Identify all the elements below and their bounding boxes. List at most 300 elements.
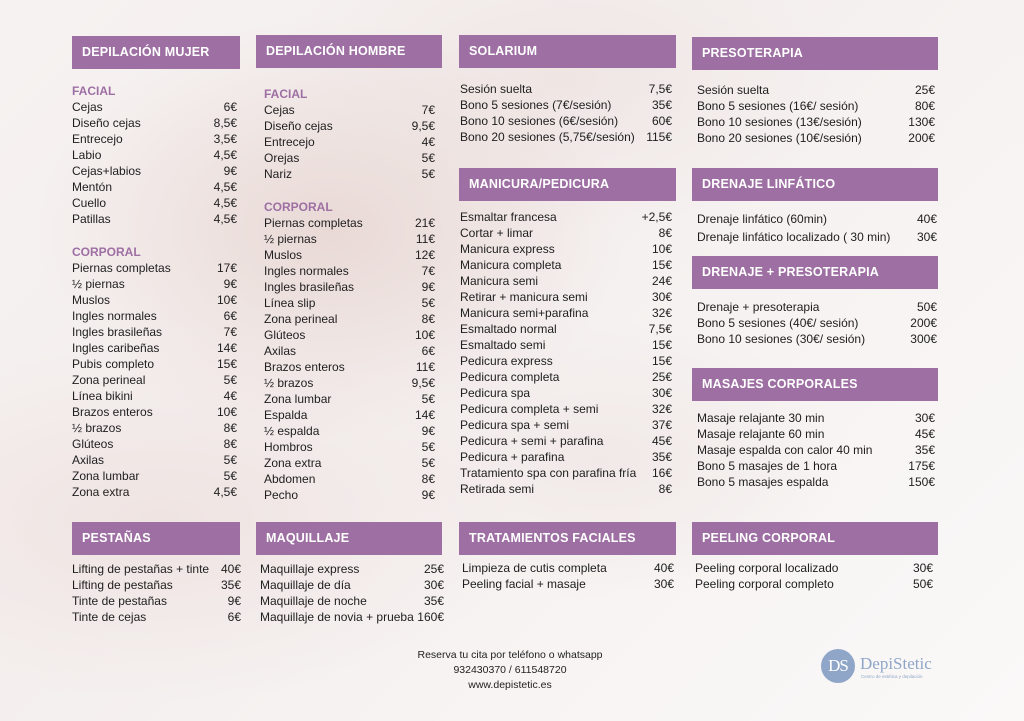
pestanas-list — [72, 561, 241, 625]
price-row — [72, 340, 237, 356]
service-price: 35€ — [651, 98, 672, 112]
service-name: Línea slip — [264, 296, 316, 310]
drenaje-list — [697, 210, 937, 246]
price-row — [264, 327, 435, 343]
service-name: Cejas — [72, 100, 103, 114]
maquillaje-list — [260, 561, 444, 625]
service-price: 5€ — [223, 469, 237, 483]
service-price: 300€ — [910, 332, 937, 346]
service-name: ½ brazos — [264, 376, 314, 390]
service-name: Tinte de cejas — [72, 610, 147, 624]
service-name: Pubis completo — [72, 357, 155, 371]
price-row — [264, 231, 435, 247]
price-row — [460, 369, 672, 385]
service-price: 8€ — [421, 312, 435, 326]
service-price: 50€ — [912, 577, 933, 591]
service-price: 8€ — [223, 437, 237, 451]
price-row — [72, 388, 237, 404]
service-name: Pedicura spa — [460, 386, 531, 400]
service-price: 5€ — [421, 440, 435, 454]
price-row — [264, 439, 435, 455]
category-corporal: CORPORAL — [264, 200, 333, 214]
service-price: 25€ — [914, 83, 935, 97]
service-price: 11€ — [415, 360, 435, 374]
service-price: 6€ — [223, 309, 237, 323]
service-price: 16€ — [651, 466, 672, 480]
service-price: 60€ — [651, 114, 672, 128]
price-row — [72, 99, 237, 115]
service-name: Espalda — [264, 408, 308, 422]
service-name: Glúteos — [72, 437, 114, 451]
price-row — [264, 375, 435, 391]
service-price: 14€ — [414, 408, 435, 422]
service-name: Ingles brasileñas — [264, 280, 355, 294]
booking-text: Reserva tu cita por teléfono o whatsapp — [417, 649, 603, 661]
service-price: 4,5€ — [213, 196, 237, 210]
service-name: Ingles normales — [72, 309, 157, 323]
service-name: Cuello — [72, 196, 107, 210]
service-price: 21€ — [414, 216, 435, 230]
service-name: Lifting de pestañas — [72, 578, 173, 592]
service-price: 4,5€ — [213, 180, 237, 194]
service-price: 11€ — [415, 232, 435, 246]
service-name: Pedicura + parafina — [460, 450, 565, 464]
price-row — [460, 417, 672, 433]
service-price: 30€ — [651, 290, 672, 304]
price-row — [72, 593, 241, 609]
service-price: 30€ — [914, 411, 935, 425]
service-price: 7€ — [421, 103, 435, 117]
service-name: Lifting de pestañas + tinte — [72, 562, 210, 576]
service-price: 15€ — [651, 354, 672, 368]
price-row — [72, 356, 237, 372]
phone-numbers: 932430370 / 611548720 — [453, 664, 567, 676]
service-name: Maquillaje de noche — [260, 594, 367, 608]
service-name: Glúteos — [264, 328, 306, 342]
service-name: Zona lumbar — [72, 469, 140, 483]
service-price: 35€ — [220, 578, 241, 592]
service-name: Tratamiento spa con parafina fría — [460, 466, 637, 480]
header-peeling: PEELING CORPORAL — [692, 522, 938, 555]
service-price: 35€ — [651, 450, 672, 464]
service-name: Zona perineal — [264, 312, 338, 326]
service-price: +2,5€ — [641, 210, 672, 224]
service-price: 40€ — [220, 562, 241, 576]
service-price: 3,5€ — [213, 132, 237, 146]
price-row — [264, 471, 435, 487]
service-price: 200€ — [908, 131, 935, 145]
price-row — [264, 102, 435, 118]
service-name: Pedicura completa + semi — [460, 402, 599, 416]
price-row — [460, 449, 672, 465]
price-row — [697, 299, 937, 315]
header-faciales: TRATAMIENTOS FACIALES — [459, 522, 676, 555]
price-row — [697, 331, 937, 347]
service-name: Maquillaje de novia + prueba — [260, 610, 414, 624]
service-name: Maquillaje express — [260, 562, 360, 576]
service-name: Drenaje + presoterapia — [697, 300, 820, 314]
depilacion-mujer-list — [72, 83, 237, 500]
service-price: 15€ — [651, 338, 672, 352]
category-facial: FACIAL — [72, 84, 116, 98]
service-name: Manicura semi+parafina — [460, 306, 589, 320]
price-row — [697, 442, 935, 458]
service-name: Manicura express — [460, 242, 555, 256]
service-name: Manicura completa — [460, 258, 562, 272]
logo-monogram: DS — [821, 649, 855, 683]
service-name: Masaje relajante 30 min — [697, 411, 825, 425]
service-name: Bono 20 sesiones (5,75€/sesión) — [460, 130, 635, 144]
price-row — [72, 260, 237, 276]
price-row — [264, 423, 435, 439]
solarium-list — [460, 81, 672, 145]
service-price: 24€ — [651, 274, 672, 288]
brand-logo — [821, 649, 951, 689]
service-name: Peeling corporal localizado — [695, 561, 839, 575]
price-row — [695, 560, 933, 576]
presoterapia-list — [697, 82, 935, 146]
price-row — [697, 410, 935, 426]
service-name: Drenaje linfático (60min) — [697, 212, 828, 226]
service-price: 14€ — [216, 341, 237, 355]
service-price: 80€ — [914, 99, 935, 113]
service-price: 9€ — [223, 277, 237, 291]
service-price: 115€ — [646, 130, 672, 144]
service-name: Manicura semi — [460, 274, 539, 288]
price-row — [72, 131, 237, 147]
service-name: Pedicura express — [460, 354, 553, 368]
service-price: 12€ — [414, 248, 435, 262]
price-row — [264, 407, 435, 423]
service-price: 4,5€ — [213, 485, 237, 499]
service-name: Pecho — [264, 488, 299, 502]
header-drenaje-presoterapia: DRENAJE + PRESOTERAPIA — [692, 256, 938, 289]
service-name: Esmaltar francesa — [460, 210, 557, 224]
price-row — [72, 484, 237, 500]
price-row — [460, 273, 672, 289]
service-price: 6€ — [223, 100, 237, 114]
price-row — [260, 593, 444, 609]
price-row — [260, 609, 444, 625]
price-row — [697, 315, 937, 331]
service-name: Peeling corporal completo — [695, 577, 834, 591]
price-row — [72, 561, 241, 577]
price-row — [460, 305, 672, 321]
service-price: 5€ — [223, 373, 237, 387]
service-name: Ingles normales — [264, 264, 349, 278]
price-row — [697, 114, 935, 130]
price-row — [264, 311, 435, 327]
service-price: 10€ — [216, 293, 237, 307]
service-name: Brazos enteros — [264, 360, 345, 374]
service-name: Bono 10 sesiones (13€/sesión) — [697, 115, 862, 129]
service-price: 4€ — [223, 389, 237, 403]
service-name: Patillas — [72, 212, 111, 226]
service-price: 8,5€ — [213, 116, 237, 130]
service-price: 50€ — [916, 300, 937, 314]
service-name: Muslos — [72, 293, 111, 307]
service-name: Retirada semi — [460, 482, 535, 496]
service-price: 8€ — [223, 421, 237, 435]
header-manicura: MANICURA/PEDICURA — [459, 168, 676, 201]
service-name: Entrecejo — [264, 135, 315, 149]
price-row — [72, 211, 237, 227]
service-name: Sesión suelta — [697, 83, 770, 97]
price-row — [264, 391, 435, 407]
service-price: 30€ — [912, 561, 933, 575]
service-name: Zona extra — [264, 456, 322, 470]
faciales-list — [462, 560, 674, 592]
service-name: Abdomen — [264, 472, 316, 486]
header-solarium: SOLARIUM — [459, 35, 676, 68]
price-row — [72, 276, 237, 292]
price-row — [72, 436, 237, 452]
price-row — [264, 215, 435, 231]
price-row — [460, 225, 672, 241]
price-row — [460, 241, 672, 257]
price-row — [460, 113, 672, 129]
service-name: Peeling facial + masaje — [462, 577, 586, 591]
service-price: 4,5€ — [213, 212, 237, 226]
service-price: 35€ — [423, 594, 444, 608]
header-presoterapia: PRESOTERAPIA — [692, 37, 938, 70]
price-row — [72, 179, 237, 195]
service-price: 35€ — [914, 443, 935, 457]
service-name: Masaje espalda con calor 40 min — [697, 443, 873, 457]
price-row — [460, 353, 672, 369]
service-price: 4€ — [421, 135, 435, 149]
price-row — [264, 166, 435, 182]
price-row — [264, 359, 435, 375]
service-name: Bono 5 masajes espalda — [697, 475, 829, 489]
service-name: Brazos enteros — [72, 405, 153, 419]
service-price: 8€ — [658, 226, 672, 240]
price-row — [697, 228, 937, 246]
service-price: 8€ — [658, 482, 672, 496]
price-row — [72, 372, 237, 388]
service-price: 5€ — [223, 453, 237, 467]
service-price: 9€ — [421, 424, 435, 438]
service-name: Cejas+labios — [72, 164, 142, 178]
service-name: Bono 10 sesiones (30€/ sesión) — [697, 332, 866, 346]
service-name: Piernas completas — [264, 216, 363, 230]
service-price: 45€ — [914, 427, 935, 441]
service-price: 6€ — [421, 344, 435, 358]
price-row — [260, 561, 444, 577]
service-name: Zona perineal — [72, 373, 146, 387]
price-row — [460, 209, 672, 225]
service-price: 9€ — [421, 280, 435, 294]
price-row — [460, 481, 672, 497]
header-maquillaje: MAQUILLAJE — [256, 522, 442, 555]
price-row — [460, 289, 672, 305]
price-row — [72, 324, 237, 340]
price-row — [460, 337, 672, 353]
price-row — [72, 308, 237, 324]
price-row — [697, 474, 935, 490]
manicura-list — [460, 209, 672, 497]
service-name: Línea bikini — [72, 389, 133, 403]
service-name: ½ piernas — [264, 232, 317, 246]
price-row — [72, 452, 237, 468]
price-row — [460, 97, 672, 113]
service-name: Ingles caribeñas — [72, 341, 160, 355]
service-price: 150€ — [908, 475, 935, 489]
service-name: Cortar + limar — [460, 226, 534, 240]
service-name: Bono 5 masajes de 1 hora — [697, 459, 838, 473]
service-name: Diseño cejas — [72, 116, 141, 130]
header-masajes: MASAJES CORPORALES — [692, 368, 938, 401]
price-row — [460, 321, 672, 337]
service-price: 32€ — [651, 402, 672, 416]
service-price: 160€ — [417, 610, 444, 624]
price-row — [72, 609, 241, 625]
service-price: 4,5€ — [213, 148, 237, 162]
service-name: Bono 5 sesiones (16€/ sesión) — [697, 99, 859, 113]
service-price: 9,5€ — [411, 376, 435, 390]
service-name: Piernas completas — [72, 261, 171, 275]
price-row — [264, 279, 435, 295]
service-name: Bono 20 sesiones (10€/sesión) — [697, 131, 862, 145]
service-price: 5€ — [421, 392, 435, 406]
service-price: 9,5€ — [411, 119, 435, 133]
price-row — [697, 458, 935, 474]
service-name: Diseño cejas — [264, 119, 333, 133]
service-name: Hombros — [264, 440, 313, 454]
price-row — [72, 420, 237, 436]
service-price: 9€ — [421, 488, 435, 502]
service-price: 7€ — [223, 325, 237, 339]
price-row — [697, 426, 935, 442]
price-row — [264, 487, 435, 503]
service-price: 5€ — [421, 151, 435, 165]
service-price: 7€ — [421, 264, 435, 278]
service-name: Labio — [72, 148, 102, 162]
price-row — [460, 465, 672, 481]
price-row — [72, 147, 237, 163]
logo-name: DepiStetic — [860, 654, 932, 673]
service-name: Drenaje linfático localizado ( 30 min) — [697, 230, 891, 244]
service-name: Orejas — [264, 151, 300, 165]
service-name: Retirar + manicura semi — [460, 290, 588, 304]
peeling-list — [695, 560, 933, 592]
service-name: ½ piernas — [72, 277, 125, 291]
service-name: ½ espalda — [264, 424, 320, 438]
price-row — [72, 292, 237, 308]
price-row — [264, 247, 435, 263]
price-row — [264, 118, 435, 134]
price-row — [695, 576, 933, 592]
service-price: 6€ — [227, 610, 241, 624]
price-row — [72, 577, 241, 593]
service-name: Cejas — [264, 103, 295, 117]
service-name: Axilas — [264, 344, 297, 358]
price-row — [462, 576, 674, 592]
service-price: 25€ — [423, 562, 444, 576]
service-price: 130€ — [908, 115, 935, 129]
service-name: Maquillaje de día — [260, 578, 351, 592]
service-name: Pedicura + semi + parafina — [460, 434, 604, 448]
price-row — [72, 163, 237, 179]
price-row — [72, 115, 237, 131]
price-row — [460, 401, 672, 417]
service-price: 40€ — [916, 212, 937, 226]
service-price: 10€ — [216, 405, 237, 419]
header-drenaje: DRENAJE LINFÁTICO — [692, 168, 938, 201]
service-price: 5€ — [421, 456, 435, 470]
price-row — [697, 98, 935, 114]
service-name: Tinte de pestañas — [72, 594, 167, 608]
service-name: Muslos — [264, 248, 303, 262]
price-row — [72, 195, 237, 211]
price-row — [460, 129, 672, 145]
price-row — [462, 560, 674, 576]
service-name: Esmaltado normal — [460, 322, 557, 336]
service-price: 10€ — [651, 242, 672, 256]
service-price: 45€ — [651, 434, 672, 448]
service-name: Pedicura completa — [460, 370, 560, 384]
service-name: ½ brazos — [72, 421, 122, 435]
service-name: Pedicura spa + semi — [460, 418, 570, 432]
masajes-list — [697, 410, 935, 490]
header-depilacion-hombre: DEPILACIÓN HOMBRE — [256, 35, 442, 68]
website-link[interactable]: www.depistetic.es — [468, 679, 552, 691]
service-price: 15€ — [651, 258, 672, 272]
service-price: 9€ — [223, 164, 237, 178]
service-name: Limpieza de cutis completa — [462, 561, 607, 575]
price-row — [264, 343, 435, 359]
price-row — [260, 577, 444, 593]
service-name: Bono 5 sesiones (7€/sesión) — [460, 98, 612, 112]
price-row — [460, 257, 672, 273]
category-corporal: CORPORAL — [72, 245, 141, 259]
service-price: 200€ — [910, 316, 937, 330]
service-name: Masaje relajante 60 min — [697, 427, 825, 441]
service-price: 30€ — [423, 578, 444, 592]
price-row — [460, 81, 672, 97]
service-price: 8€ — [421, 472, 435, 486]
service-name: Bono 10 sesiones (6€/sesión) — [460, 114, 619, 128]
service-name: Nariz — [264, 167, 293, 181]
service-name: Zona extra — [72, 485, 130, 499]
service-name: Esmaltado semi — [460, 338, 546, 352]
service-price: 30€ — [651, 386, 672, 400]
depilacion-hombre-list — [264, 86, 435, 503]
service-name: Bono 5 sesiones (40€/ sesión) — [697, 316, 859, 330]
price-row — [697, 210, 937, 228]
service-price: 7,5€ — [648, 82, 672, 96]
header-depilacion-mujer: DEPILACIÓN MUJER — [72, 36, 240, 69]
service-price: 15€ — [216, 357, 237, 371]
category-facial: FACIAL — [264, 87, 308, 101]
price-row — [264, 455, 435, 471]
price-row — [72, 404, 237, 420]
price-row — [697, 82, 935, 98]
service-price: 30€ — [916, 230, 937, 244]
service-price: 32€ — [651, 306, 672, 320]
price-row — [460, 385, 672, 401]
service-price: 10€ — [414, 328, 435, 342]
price-row — [264, 150, 435, 166]
drenaje-presoterapia-list — [697, 299, 937, 347]
service-price: 7,5€ — [648, 322, 672, 336]
service-price: 175€ — [908, 459, 935, 473]
service-name: Axilas — [72, 453, 105, 467]
service-price: 37€ — [651, 418, 672, 432]
price-row — [460, 433, 672, 449]
header-pestanas: PESTAÑAS — [72, 522, 240, 555]
price-row — [264, 134, 435, 150]
